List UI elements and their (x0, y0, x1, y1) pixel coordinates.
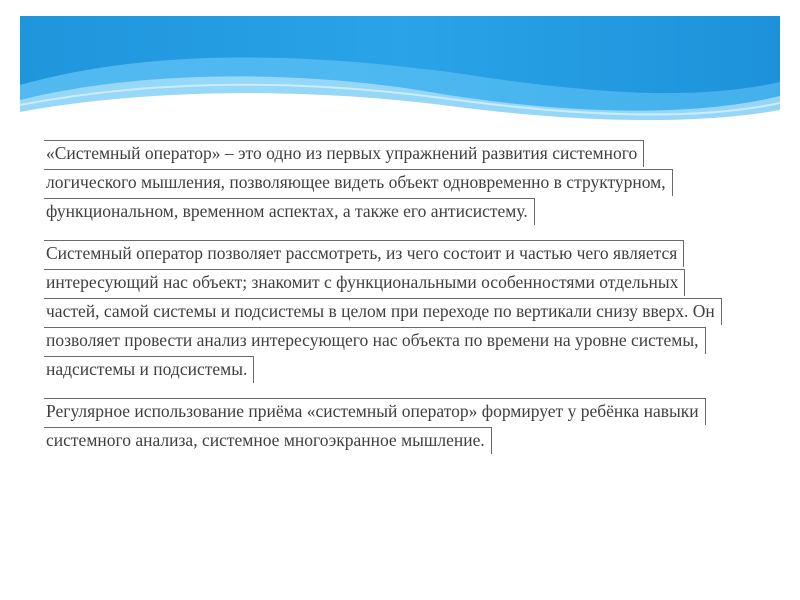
paragraph-3 (44, 398, 764, 456)
paragraph-line: функциональном, временном аспектах, а также его антисистему. (44, 198, 535, 225)
paragraph-line: надсистемы и подсистемы. (44, 356, 254, 383)
body-text-area (44, 140, 764, 469)
paragraph-2 (44, 240, 764, 385)
paragraph-line: Системный оператор позволяет рассмотреть, из чего состоит и частью чего является (44, 240, 684, 267)
paragraph-line: логического мышления, позволяющее видеть объект одновременно в структурном, (44, 169, 673, 196)
paragraph-line: позволяет провести анализ интересующего нас объекта по времени на уровне системы, (44, 327, 706, 354)
wave-header-decoration (0, 0, 800, 140)
paragraph-line: интересующий нас объект; знакомит с функциональными особенностями отдельных (44, 269, 685, 296)
paragraph-line: системного анализа, системное многоэкранное мышление. (44, 427, 492, 454)
paragraph-1 (44, 140, 764, 227)
paragraph-line: частей, самой системы и подсистемы в целом при переходе по вертикали снизу вверх. Он (44, 298, 722, 325)
paragraph-line: «Системный оператор» – это одно из первых упражнений развития системного (44, 140, 644, 167)
paragraph-line: Регулярное использование приёма «системный оператор» формирует у ребёнка навыки (44, 398, 706, 425)
